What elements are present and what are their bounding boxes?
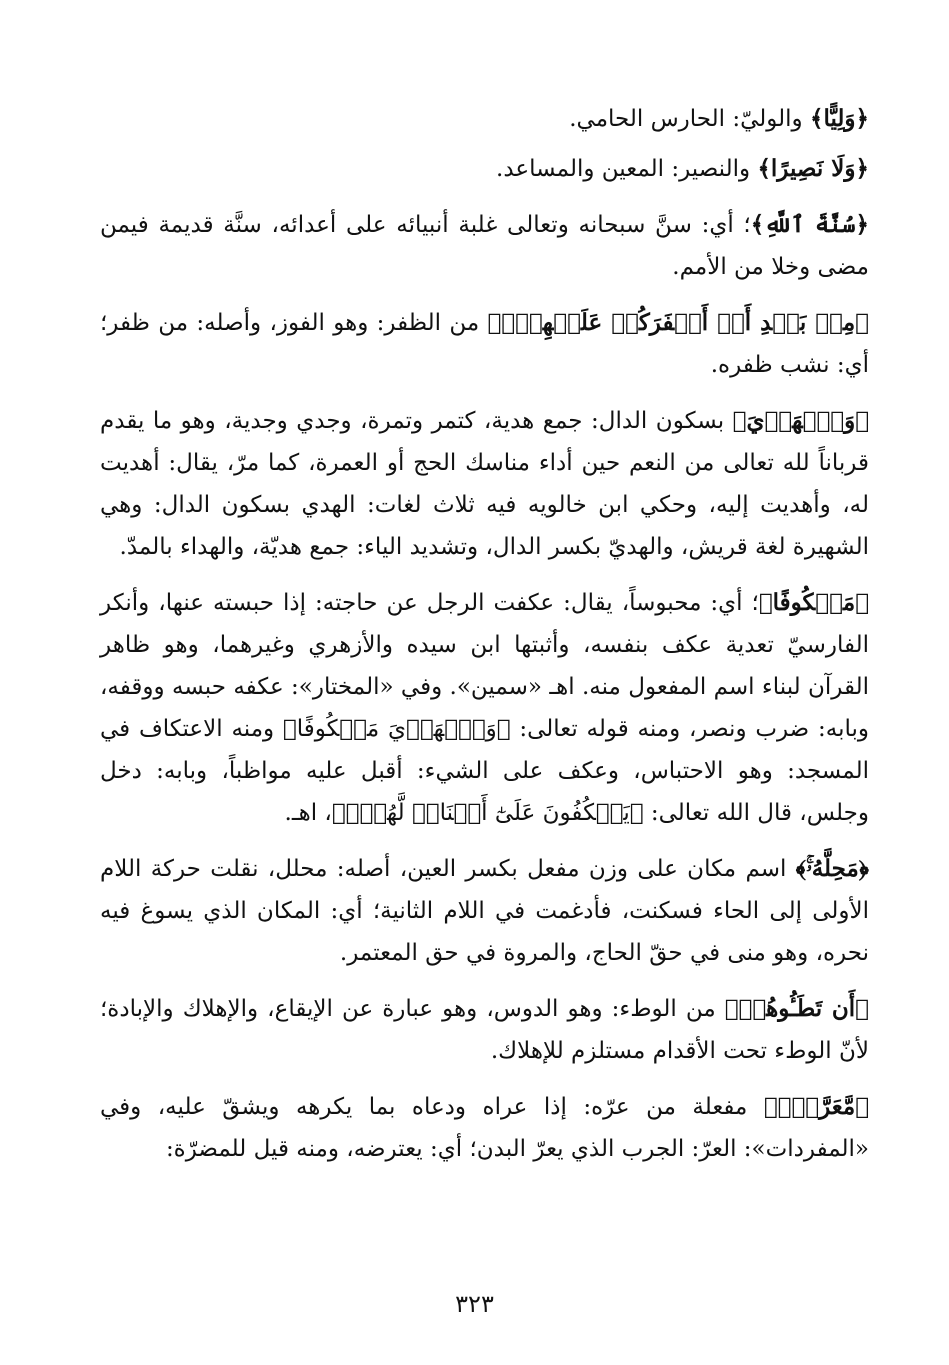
page-number: ٣٢٣ [455,1290,494,1318]
paragraph-text: والوليّ: الحارس الحامي. [569,106,810,132]
quran-word: ﴿وَلَا نَصِيرًا﴾ [757,155,869,182]
paragraph-text: بسكون الدال: جمع هدية، كتمر وتمرة، وجدي وجدية، وهو ما يقدم قرباناً لله تعالى من النعم حين أداء مناسك الحج أو العمرة، كما مرّ، يقال: أهديت له، وأهديت إليه، وحكي ابن خالويه فيه ثلاث لغات: الهدي بسكون الدال: وهي الشهيرة لغة قريش، والهديّ بكسر الدال، وتشديد الياء: جمع هديّة، والهداء بالمدّ. [100,408,869,560]
paragraph-azfarakum [100,302,869,386]
quran-word: ﴿مَعۡكُوفًا﴾ [758,589,869,616]
paragraph-text: من الظفر: وهو الفوز، وأصله: من ظفر؛ أي: نشب ظفره. [100,310,869,378]
quran-word: ﴿مَّعَرَّةُۢ﴾ [763,1093,869,1120]
paragraph-text: اسم مكان على وزن مفعل بكسر العين، أصله: محلل، نقلت حركة اللام الأولى إلى الحاء فسكنت، فأدغمت في اللام الثانية؛ أي: المكان الذي يسوغ فيه نحره، وهو منى في حقّ الحاج، والمروة في حق المعتمر. [100,856,869,966]
quran-word: ﴿وَلِيًّا﴾ [809,105,869,132]
paragraph-mahillahu [100,848,869,974]
quran-word: ﴿سُنَّةَ ٱللَّهِ﴾ [750,211,869,238]
quran-word: ﴿وَٱلۡهَدۡيَ﴾ [732,407,869,434]
paragraph-text: والنصير: المعين والمساعد. [496,156,758,182]
paragraph-nasir [100,148,869,190]
paragraph-sunnat-allah [100,204,869,288]
paragraph-makufan [100,582,869,834]
paragraph-text: ؛ أي: محبوساً، يقال: عكفت الرجل عن حاجته: إذا حبسته عنها، وأنكر الفارسيّ تعدية عكف بنفسه، وأثبتها ابن سيده والأزهري وغيرهما، وهو ظاهر القرآن لبناء اسم المفعول منه. اهـ «سمين». وفي «المختار»: عكفه حبسه ووقفه، وبابه: ضرب ونصر، ومنه قوله تعالى: ﴿وَٱلۡهَدۡيَ مَعۡكُوفًا﴾ ومنه الاعتكاف في المسجد: وهو الاحتباس، وعكف على الشيء: أقبل عليه مواظباً، وبابه: دخل وجلس، قال الله تعالى: ﴿يَعۡكُفُونَ عَلَىٰٓ أَصۡنَامٖ لَّهُمۡۚ﴾، اهـ. [100,590,869,826]
quran-word: ﴿أَن تَطَـُٔوهُمۡ﴾ [724,995,869,1022]
paragraph-text: مفعلة من عرّه: إذا عراه ودعاه بما يكرهه ويشقّ عليه، وفي «المفردات»: العرّ: الجرب الذي يعرّ البدن؛ أي: يعترضه، ومنه قيل للمضرّة: [100,1094,869,1162]
quran-word: ﴿مَحِلَّهُۥۚ﴾ [795,855,869,882]
quran-word: ﴿مِنۢ بَعۡدِ أَنۡ أَظۡفَرَكُمۡ عَلَيۡهِمۡۚ﴾ [487,309,869,336]
paragraph-maarra [100,1086,869,1170]
paragraph-text: ؛ أي: سنَّ سبحانه وتعالى غلبة أنبيائه على أعدائه، سنَّة قديمة فيمن مضى وخلا من الأمم. [100,212,869,280]
paragraph-hady [100,400,869,568]
paragraph-wali [100,98,869,140]
paragraph-text: من الوطء: وهو الدوس، وهو عبارة عن الإيقاع، والإهلاك والإبادة؛ لأنّ الوطء تحت الأقدام مستلزم للإهلاك. [100,996,869,1064]
paragraph-tataouhum [100,988,869,1072]
